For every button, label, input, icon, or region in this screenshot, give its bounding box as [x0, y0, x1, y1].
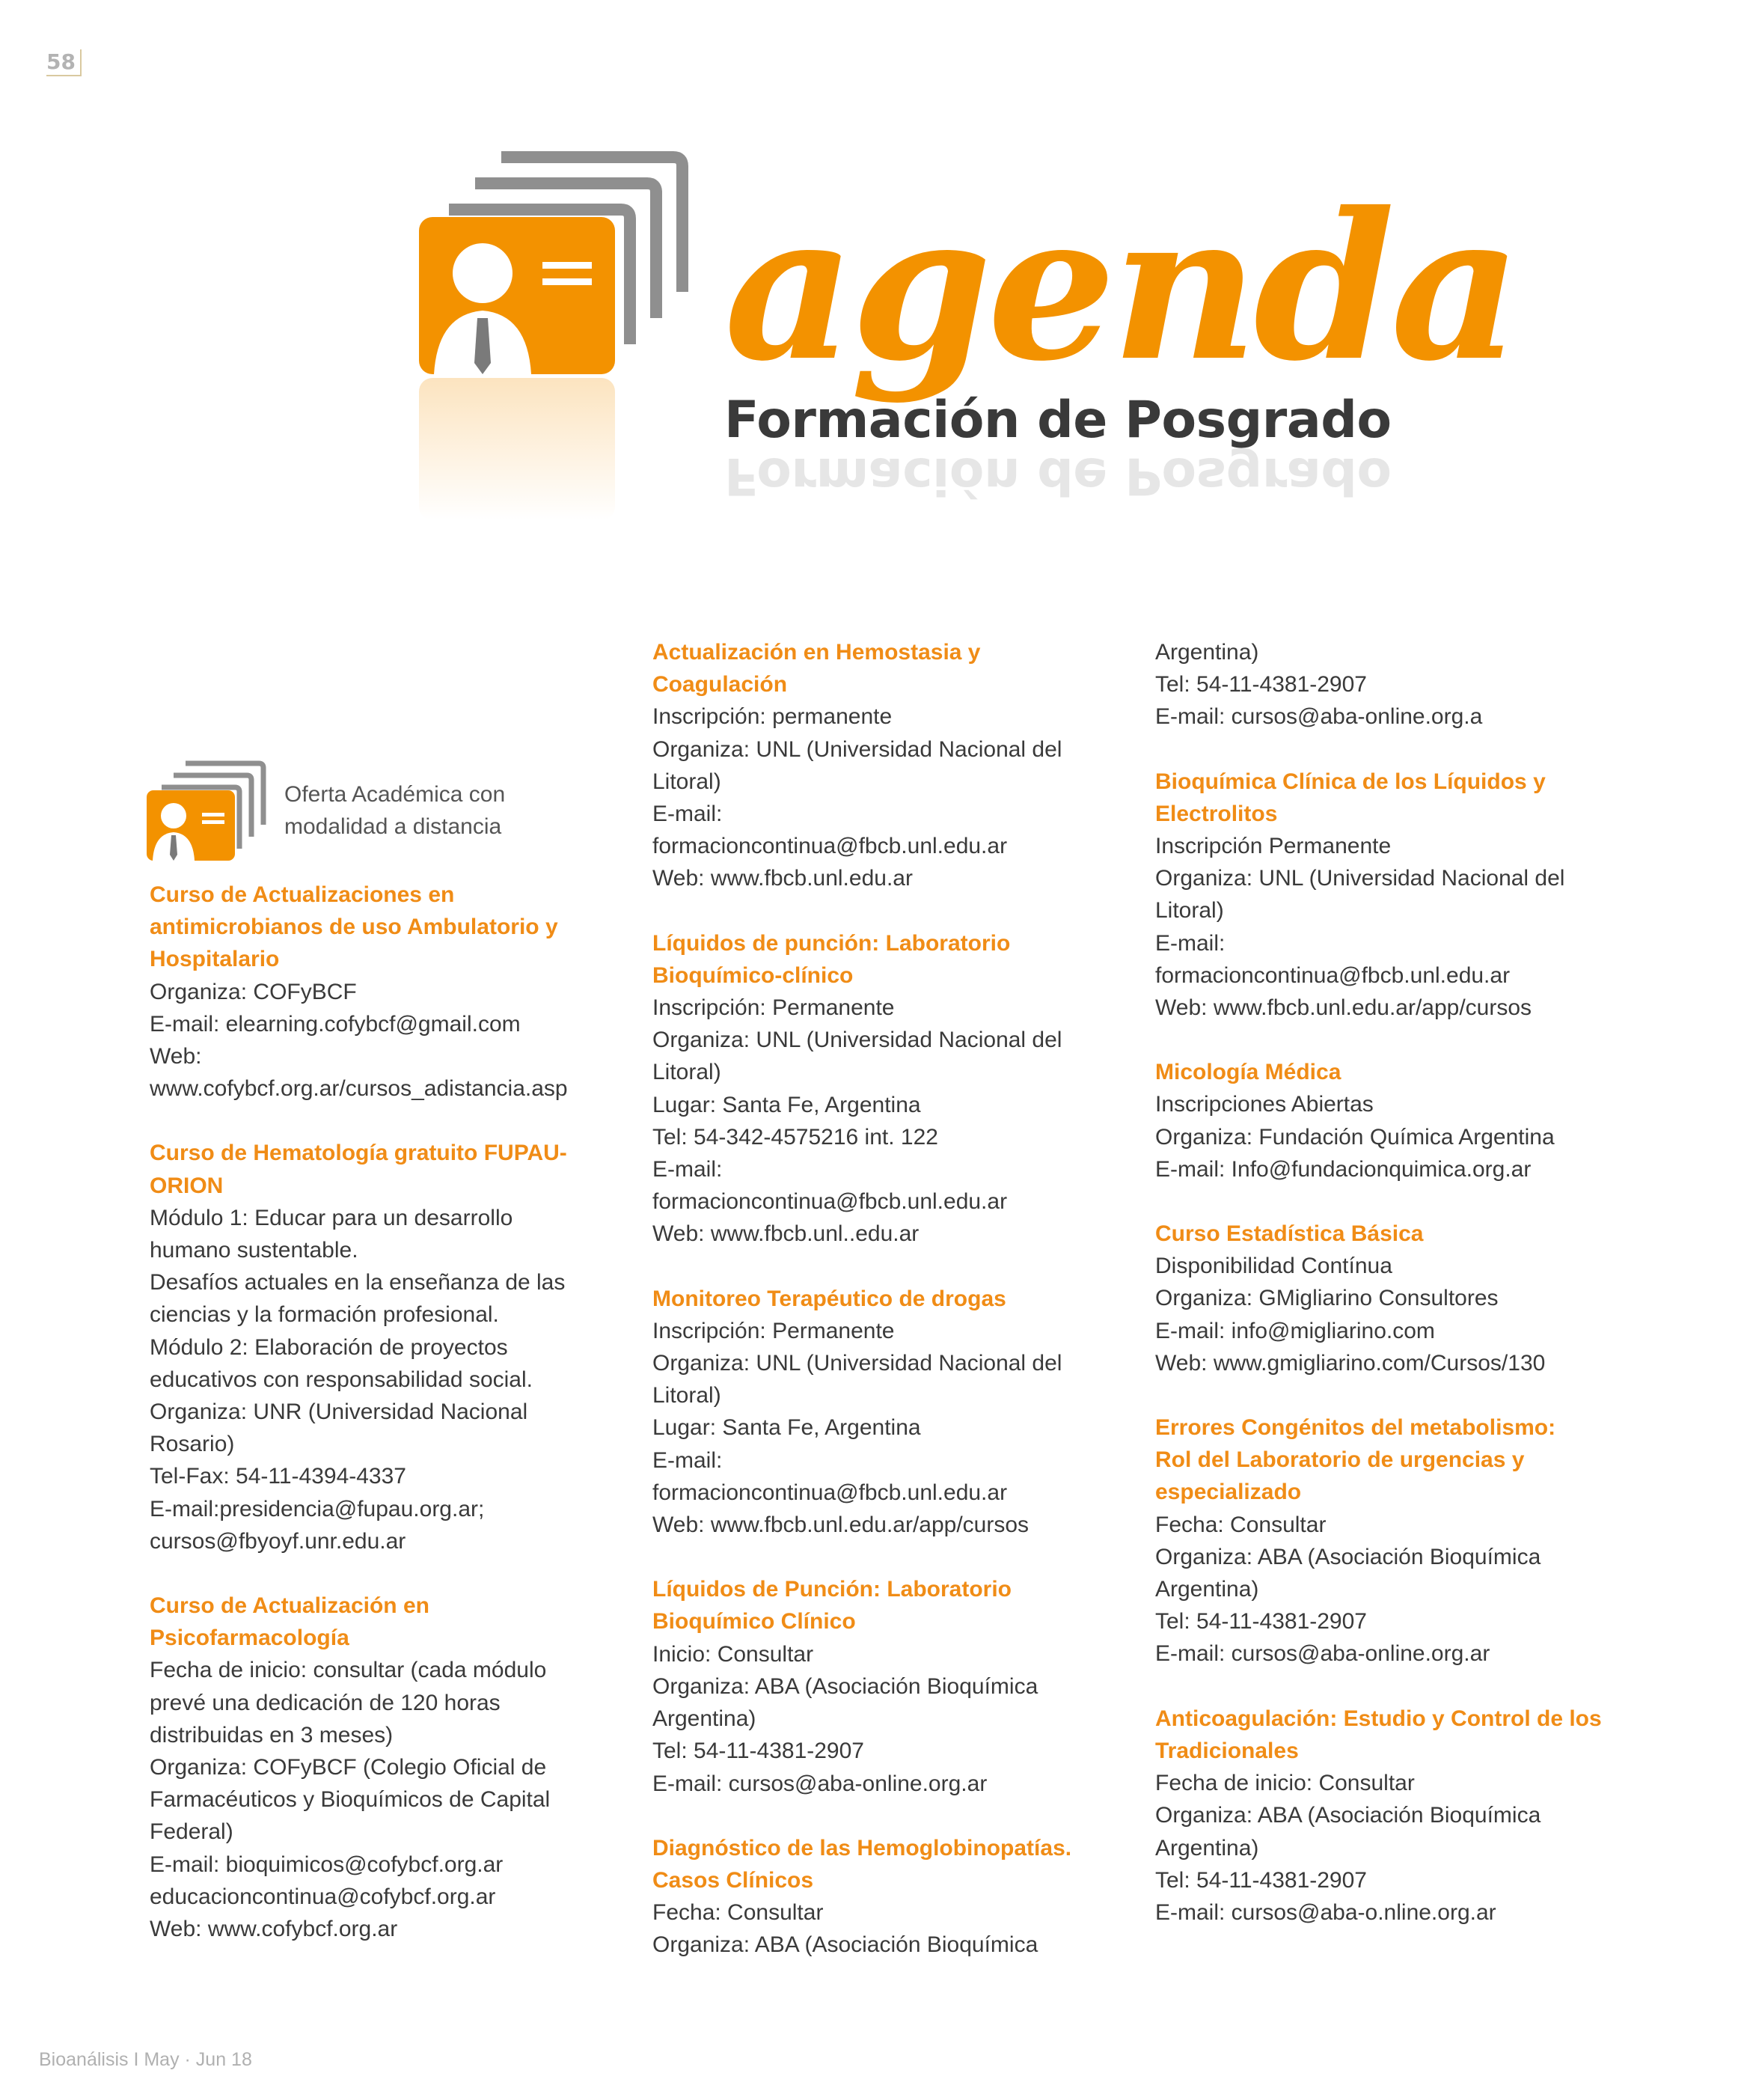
distance-legend	[284, 778, 505, 843]
course-detail: Litoral)	[1155, 898, 1224, 924]
agenda-column-3	[1155, 636, 1604, 1961]
course-title: Bioquímico-clínico	[652, 962, 854, 988]
course-detail: E-mail: cursos@aba-online.org.ar	[1155, 1641, 1490, 1667]
course-detail: distribuidas en 3 meses)	[150, 1722, 394, 1748]
course-title: Monitoreo Terapéutico de drogas	[652, 1286, 1006, 1311]
course-detail: Argentina)	[652, 1706, 756, 1732]
course-detail: E-mail: cursos@aba-online.org.ar	[652, 1771, 988, 1796]
course-title: Bioquímico Clínico	[652, 1609, 856, 1634]
course-detail: E-mail: Info@fundacionquimica.org.ar	[1155, 1156, 1532, 1182]
course-entry	[1155, 1411, 1604, 1670]
course-detail: ciencias y la formación profesional.	[150, 1302, 499, 1328]
course-detail: Tel-Fax: 54-11-4394-4337	[150, 1464, 406, 1489]
course-detail: E-mail:	[1155, 930, 1226, 956]
course-detail: E-mail:presidencia@fupau.org.ar;	[150, 1496, 485, 1521]
course-detail: Rosario)	[150, 1432, 235, 1457]
course-detail: Web: www.fbcb.unl.edu.ar/app/cursos	[1155, 995, 1532, 1021]
course-detail: Inscripción: Permanente	[652, 995, 895, 1021]
course-entry	[1155, 1056, 1604, 1185]
agenda-column-2	[652, 636, 1101, 1994]
course-detail: Tel: 54-11-4381-2907	[1155, 672, 1367, 698]
course-title: Psicofarmacología	[150, 1626, 349, 1651]
course-entry	[1155, 766, 1604, 1025]
course-detail: Federal)	[150, 1819, 233, 1845]
distance-legend-line: modalidad a distancia	[284, 814, 502, 839]
course-entry	[150, 1590, 599, 1945]
course-detail: E-mail:	[652, 1447, 723, 1473]
course-title: Curso de Actualizaciones en	[150, 882, 455, 907]
course-detail: Litoral)	[652, 1060, 721, 1085]
course-detail: Web: www.fbcb.unl.edu.ar/app/cursos	[652, 1513, 1029, 1538]
course-detail: Fecha de inicio: consultar (cada módulo	[150, 1658, 547, 1683]
course-detail: Organiza: ABA (Asociación Bioquímica	[1155, 1544, 1541, 1569]
course-entry	[150, 1137, 599, 1557]
course-detail: Inscripción: Permanente	[652, 1318, 895, 1343]
course-detail: E-mail: bioquimicos@cofybcf.org.ar	[150, 1852, 504, 1877]
course-detail: Tel: 54-11-4381-2907	[1155, 1609, 1367, 1634]
course-entry	[1155, 1703, 1604, 1929]
course-detail: Litoral)	[652, 769, 721, 794]
course-detail: Organiza: ABA (Asociación Bioquímica	[1155, 1803, 1541, 1828]
course-detail: Fecha: Consultar	[1155, 1512, 1327, 1537]
course-detail: Tel: 54-342-4575216 int. 122	[652, 1124, 938, 1150]
course-title: especializado	[1155, 1480, 1302, 1505]
course-detail: E-mail: cursos@aba-o.nline.org.ar	[1155, 1899, 1496, 1925]
page-number: 58	[46, 49, 82, 76]
course-title: antimicrobianos de uso Ambulatorio y	[150, 915, 558, 940]
course-detail: Organiza: UNL (Universidad Nacional del	[1155, 866, 1565, 891]
agenda-logotype: agenda	[724, 168, 1517, 406]
course-detail: educacioncontinua@cofybcf.org.ar	[150, 1884, 496, 1909]
course-title: Errores Congénitos del metabolismo:	[1155, 1415, 1556, 1441]
course-title: Anticoagulación: Estudio y Control de los	[1155, 1706, 1602, 1731]
page-title: Formación de Posgrado	[724, 391, 1392, 450]
contact-card-stack-icon	[147, 757, 266, 862]
course-detail: Desafíos actuales en la enseñanza de las	[150, 1270, 566, 1295]
course-detail: Fecha de inicio: Consultar	[1155, 1771, 1415, 1796]
course-detail: Lugar: Santa Fe, Argentina	[652, 1415, 921, 1441]
course-entry	[1155, 1218, 1604, 1379]
course-detail: www.cofybcf.org.ar/cursos_adistancia.asp	[150, 1076, 568, 1102]
course-detail: humano sustentable.	[150, 1238, 358, 1263]
course-title: Coagulación	[652, 672, 788, 698]
course-detail: Fecha: Consultar	[652, 1900, 824, 1926]
course-detail: Farmacéuticos y Bioquímicos de Capital	[150, 1787, 551, 1813]
course-detail: E-mail: info@migliarino.com	[1155, 1318, 1435, 1343]
course-entry	[652, 1832, 1101, 1962]
course-detail: formacioncontinua@fbcb.unl.edu.ar	[652, 1189, 1008, 1215]
course-detail: Organiza: UNR (Universidad Nacional	[150, 1400, 528, 1425]
course-detail: prevé una dedicación de 120 horas	[150, 1690, 501, 1715]
course-title: Curso Estadística Básica	[1155, 1221, 1424, 1247]
course-detail: Web: www.cofybcf.org.ar	[150, 1917, 398, 1942]
course-detail: Web:	[150, 1044, 202, 1069]
course-detail: Disponibilidad Contínua	[1155, 1254, 1392, 1279]
course-detail: formacioncontinua@fbcb.unl.edu.ar	[652, 1480, 1008, 1505]
course-title: Micología Médica	[1155, 1060, 1341, 1085]
course-detail: E-mail:	[652, 802, 723, 827]
course-detail: formacioncontinua@fbcb.unl.edu.ar	[652, 834, 1008, 859]
course-detail: Argentina)	[1155, 1577, 1259, 1602]
agenda-column-1	[150, 879, 599, 1977]
course-entry	[150, 879, 599, 1105]
course-detail: Organiza: ABA (Asociación Bioquímica	[652, 1932, 1038, 1958]
course-title: Tradicionales	[1155, 1738, 1299, 1763]
course-detail: Web: www.gmigliarino.com/Cursos/130	[1155, 1350, 1546, 1376]
course-detail: Lugar: Santa Fe, Argentina	[652, 1092, 921, 1117]
course-title: Rol del Laboratorio de urgencias y	[1155, 1447, 1525, 1473]
course-detail: Organiza: UNL (Universidad Nacional del	[652, 1351, 1062, 1376]
course-detail: Web: www.fbcb.unl.edu.ar	[652, 866, 913, 891]
course-title: Diagnóstico de las Hemoglobinopatías.	[652, 1835, 1072, 1861]
course-detail: Inicio: Consultar	[652, 1641, 814, 1667]
course-detail: Organiza: Fundación Química Argentina	[1155, 1124, 1555, 1150]
course-detail: E-mail: elearning.cofybcf@gmail.com	[150, 1011, 521, 1037]
course-detail: Módulo 1: Educar para un desarrollo	[150, 1205, 513, 1230]
course-detail: Organiza: ABA (Asociación Bioquímica	[652, 1673, 1038, 1699]
course-detail: Organiza: GMigliarino Consultores	[1155, 1286, 1499, 1311]
course-entry	[1155, 636, 1604, 733]
course-detail: E-mail: cursos@aba-online.org.a	[1155, 704, 1483, 730]
course-detail: Web: www.fbcb.unl..edu.ar	[652, 1221, 920, 1247]
footer-issue: Bioanálisis I May · Jun 18	[39, 2049, 252, 2070]
course-detail: Organiza: COFyBCF (Colegio Oficial de	[150, 1755, 547, 1780]
course-title: Líquidos de Punción: Laboratorio	[652, 1577, 1012, 1602]
course-detail: Tel: 54-11-4381-2907	[652, 1739, 864, 1764]
course-entry	[652, 636, 1101, 895]
course-title: Casos Clínicos	[652, 1867, 814, 1893]
course-title: Curso de Hematología gratuito FUPAU-	[150, 1141, 567, 1166]
course-detail: Inscripciones Abiertas	[1155, 1092, 1374, 1117]
course-detail: formacioncontinua@fbcb.unl.edu.ar	[1155, 962, 1511, 988]
course-detail: Organiza: UNL (Universidad Nacional del	[652, 736, 1062, 762]
course-detail: Organiza: COFyBCF	[150, 979, 357, 1004]
course-title: Electrolitos	[1155, 801, 1278, 826]
course-title: ORION	[150, 1173, 224, 1198]
course-detail: Tel: 54-11-4381-2907	[1155, 1867, 1367, 1893]
course-entry	[652, 1283, 1101, 1542]
course-title: Líquidos de punción: Laboratorio	[652, 930, 1011, 956]
course-entry	[652, 1573, 1101, 1799]
course-detail: Litoral)	[652, 1383, 721, 1408]
course-detail: educativos con responsabilidad social.	[150, 1367, 533, 1392]
course-detail: Organiza: UNL (Universidad Nacional del	[652, 1028, 1062, 1053]
page-title-reflection: Formación de Posgrado	[724, 446, 1392, 505]
course-detail: Módulo 2: Elaboración de proyectos	[150, 1334, 508, 1360]
course-title: Actualización en Hemostasia y	[652, 640, 981, 665]
course-title: Bioquímica Clínica de los Líquidos y	[1155, 769, 1546, 794]
course-detail: E-mail:	[652, 1157, 723, 1182]
course-entry	[652, 927, 1101, 1251]
course-title: Hospitalario	[150, 947, 280, 972]
course-title: Curso de Actualización en	[150, 1593, 429, 1619]
course-detail: cursos@fbyoyf.unr.edu.ar	[150, 1528, 406, 1554]
course-detail: Argentina)	[1155, 640, 1259, 665]
course-detail: Argentina)	[1155, 1835, 1259, 1861]
course-detail: Inscripción: permanente	[652, 704, 893, 730]
course-detail: Inscripción Permanente	[1155, 834, 1392, 859]
distance-legend-line: Oferta Académica con	[284, 782, 506, 807]
